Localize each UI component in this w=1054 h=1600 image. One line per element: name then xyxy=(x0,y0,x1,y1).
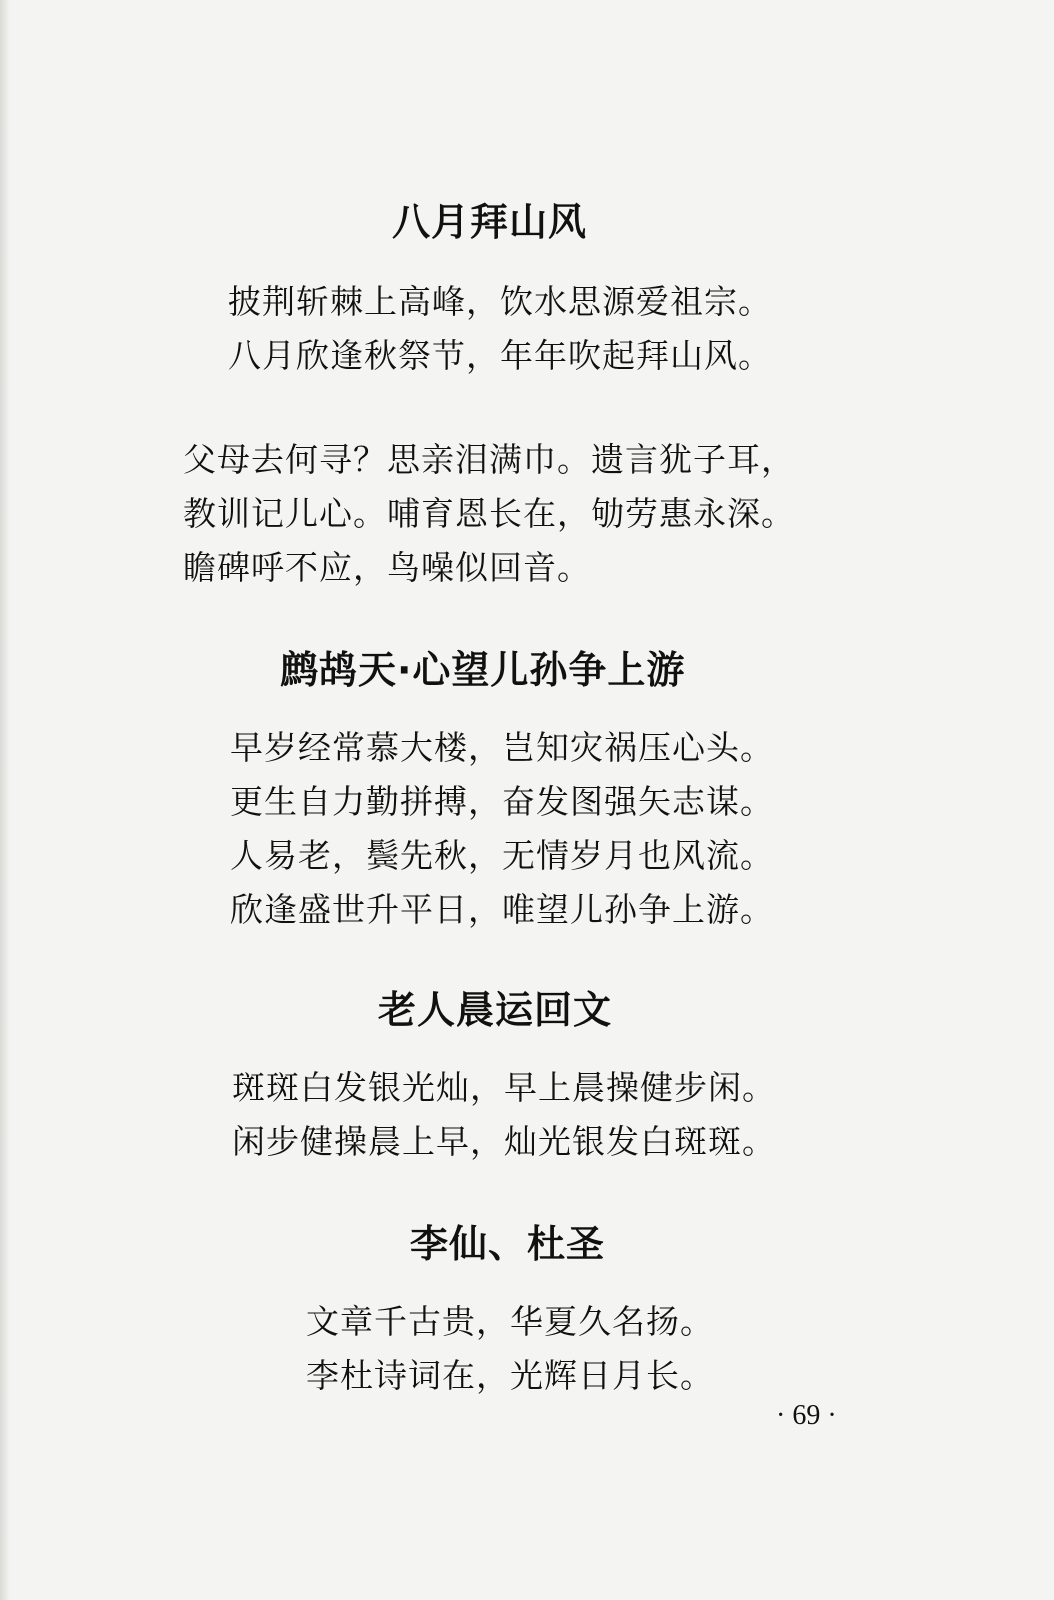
page-number: · 69 · xyxy=(776,1400,837,1431)
poem-line: 李杜诗词在，光辉日月长。 xyxy=(306,1356,714,1395)
poem-line: 披荆斩棘上高峰，饮水思源爱祖宗。 xyxy=(228,282,772,321)
poem-title-lixian-dusheng: 李仙、杜圣 xyxy=(410,1222,606,1266)
poem-title-laoren-chenyun: 老人晨运回文 xyxy=(378,988,613,1032)
poem-line: 欣逢盛世升平日，唯望儿孙争上游。 xyxy=(230,890,774,929)
poem-title-baiyue-baishanfeng: 八月拜山风 xyxy=(392,200,588,244)
poem-line: 更生自力勤拼搏，奋发图强矢志谋。 xyxy=(230,782,774,821)
poem-line: 斑斑白发银光灿，早上晨操健步闲。 xyxy=(232,1068,776,1107)
poem-line: 文章千古贵，华夏久名扬。 xyxy=(306,1302,714,1341)
poem-title-zhegutian: 鹧鸪天·心望儿孙争上游 xyxy=(280,648,686,692)
poem-line: 瞻碑呼不应，鸟噪似回音。 xyxy=(183,548,591,587)
poem-line: 八月欣逢秋祭节，年年吹起拜山风。 xyxy=(228,336,772,375)
poem-line: 教训记儿心。哺育恩长在，劬劳惠永深。 xyxy=(183,494,795,533)
poem-line: 父母去何寻？思亲泪满巾。遗言犹子耳， xyxy=(183,440,795,479)
poem-line: 人易老，鬓先秋，无情岁月也风流。 xyxy=(230,836,774,875)
poem-line: 闲步健操晨上早，灿光银发白斑斑。 xyxy=(232,1122,776,1161)
poem-line: 早岁经常慕大楼，岂知灾祸压心头。 xyxy=(230,728,774,767)
page-edge-shadow xyxy=(0,0,10,1600)
